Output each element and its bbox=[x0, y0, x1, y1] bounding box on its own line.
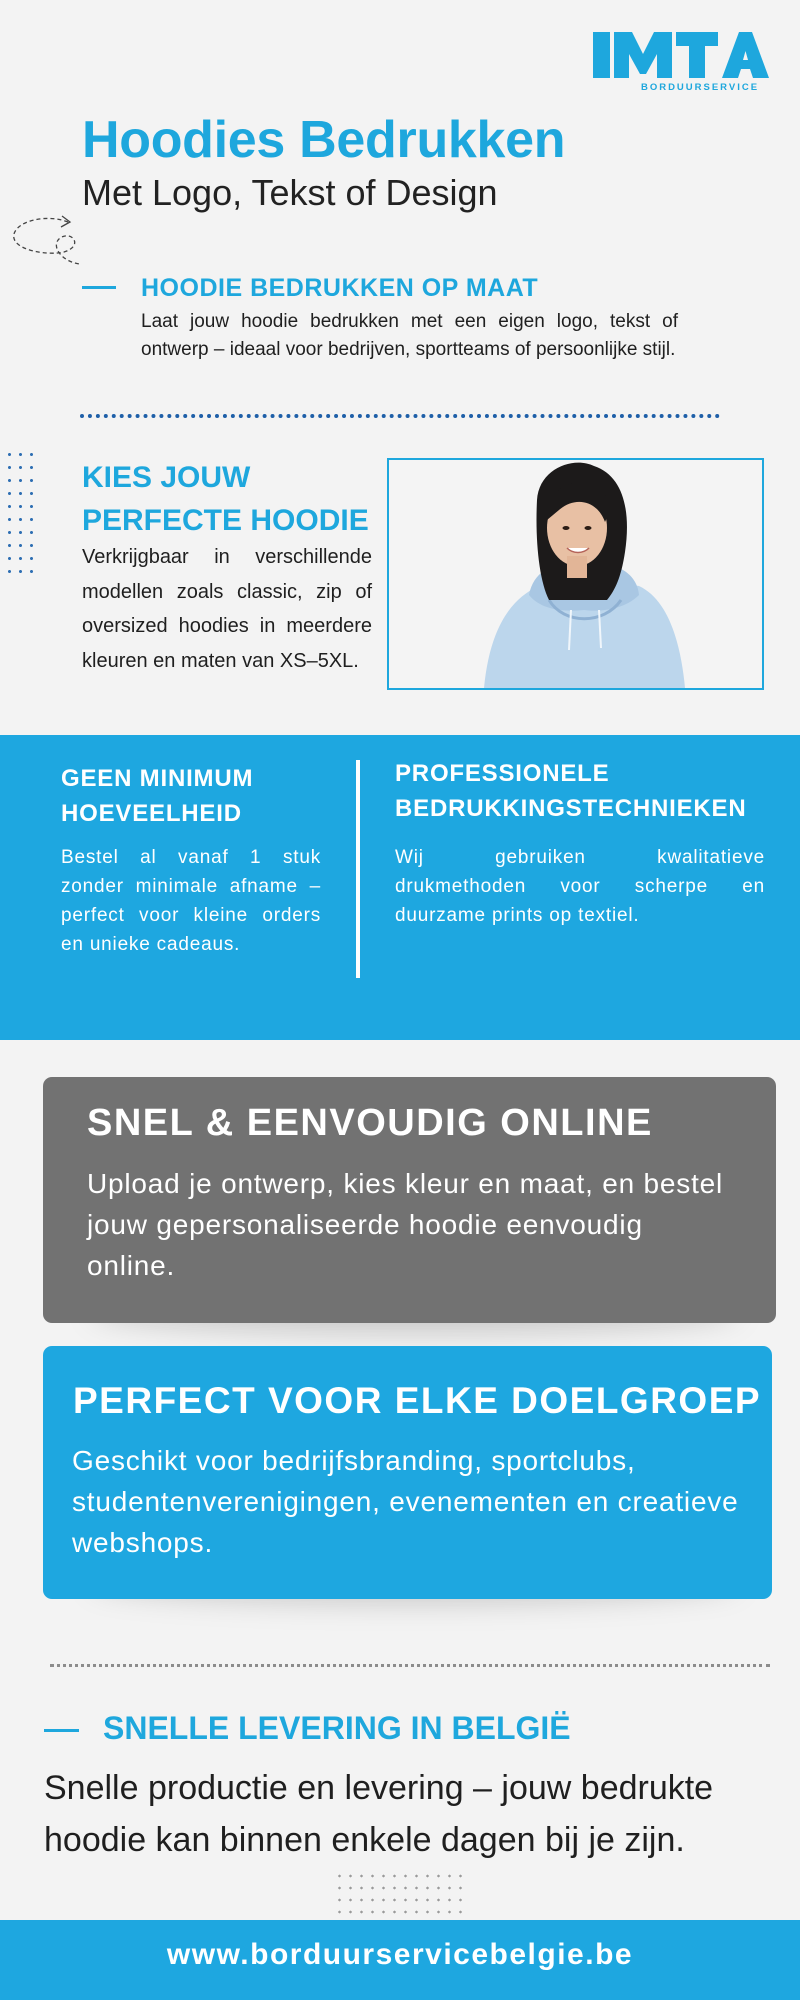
brand-logo bbox=[590, 28, 770, 96]
feature-text-techniques: Wij gebruiken kwalitatieve drukmethoden voor scherpe en duurzame prints op textiel. bbox=[395, 847, 765, 926]
online-card-text: Upload je ontwerp, kies kleur en maat, en bestel jouw gepersonaliseerde hoodie eenvoudig online. bbox=[87, 1168, 724, 1281]
curly-arrow-doodle-icon bbox=[8, 212, 86, 278]
page-subtitle: Met Logo, Tekst of Design bbox=[82, 172, 498, 213]
feature-text-minimum: Bestel al vanaf 1 stuk zonder minimale afname – perfect voor kleine orders en unieke cadeaus. bbox=[61, 847, 321, 955]
audience-card-text: Geschikt voor bedrijfsbranding, sportclubs, studentenverenigingen, evenementen en creatieve webshops. bbox=[72, 1445, 739, 1558]
heading-accent-line bbox=[44, 1729, 79, 1732]
hoodie-model-photo bbox=[387, 458, 764, 690]
page-title: Hoodies Bedrukken bbox=[82, 111, 566, 169]
choose-text: Verkrijgbaar in verschillende modellen zoals classic, zip of oversized hoodies in meerdere kleuren en maten van XS–5XL. bbox=[82, 546, 372, 672]
hoodie-model-illustration bbox=[389, 460, 762, 688]
features-divider bbox=[356, 760, 360, 978]
dot-grid-icon bbox=[4, 448, 38, 578]
online-card-heading: SNEL & EENVOUDIG ONLINE bbox=[87, 1102, 653, 1144]
footer-website-link[interactable]: www.borduurservicebelgie.be bbox=[166, 1938, 634, 1971]
dotted-divider bbox=[80, 414, 720, 418]
feature-heading-minimum: GEEN MINIMUM HOEVEELHEID bbox=[61, 765, 254, 827]
delivery-heading: SNELLE LEVERING IN BELGIË bbox=[103, 1710, 571, 1746]
logo-subtext: BORDUURSERVICE bbox=[640, 82, 760, 93]
intro-heading: HOODIE BEDRUKKEN OP MAAT bbox=[141, 274, 539, 302]
audience-card-heading: PERFECT VOOR ELKE DOELGROEP bbox=[73, 1380, 762, 1421]
delivery-text: Snelle productie en levering – jouw bedrukte hoodie kan binnen enkele dagen bij je zijn. bbox=[44, 1769, 714, 1859]
logo-mark bbox=[590, 28, 770, 84]
choose-heading: KIES JOUW PERFECTE HOODIE bbox=[82, 461, 369, 537]
intro-text: Laat jouw hoodie bedrukken met een eigen logo, tekst of ontwerp – ideaal voor bedrijven, sportteams of persoonlijke stijl. bbox=[141, 311, 678, 360]
feature-heading-techniques: PROFESSIONELE BEDRUKKINGSTECHNIEKEN bbox=[395, 760, 747, 822]
heading-accent-line bbox=[82, 286, 116, 289]
dot-grid-icon bbox=[334, 1870, 469, 1922]
dotted-divider bbox=[50, 1664, 770, 1667]
